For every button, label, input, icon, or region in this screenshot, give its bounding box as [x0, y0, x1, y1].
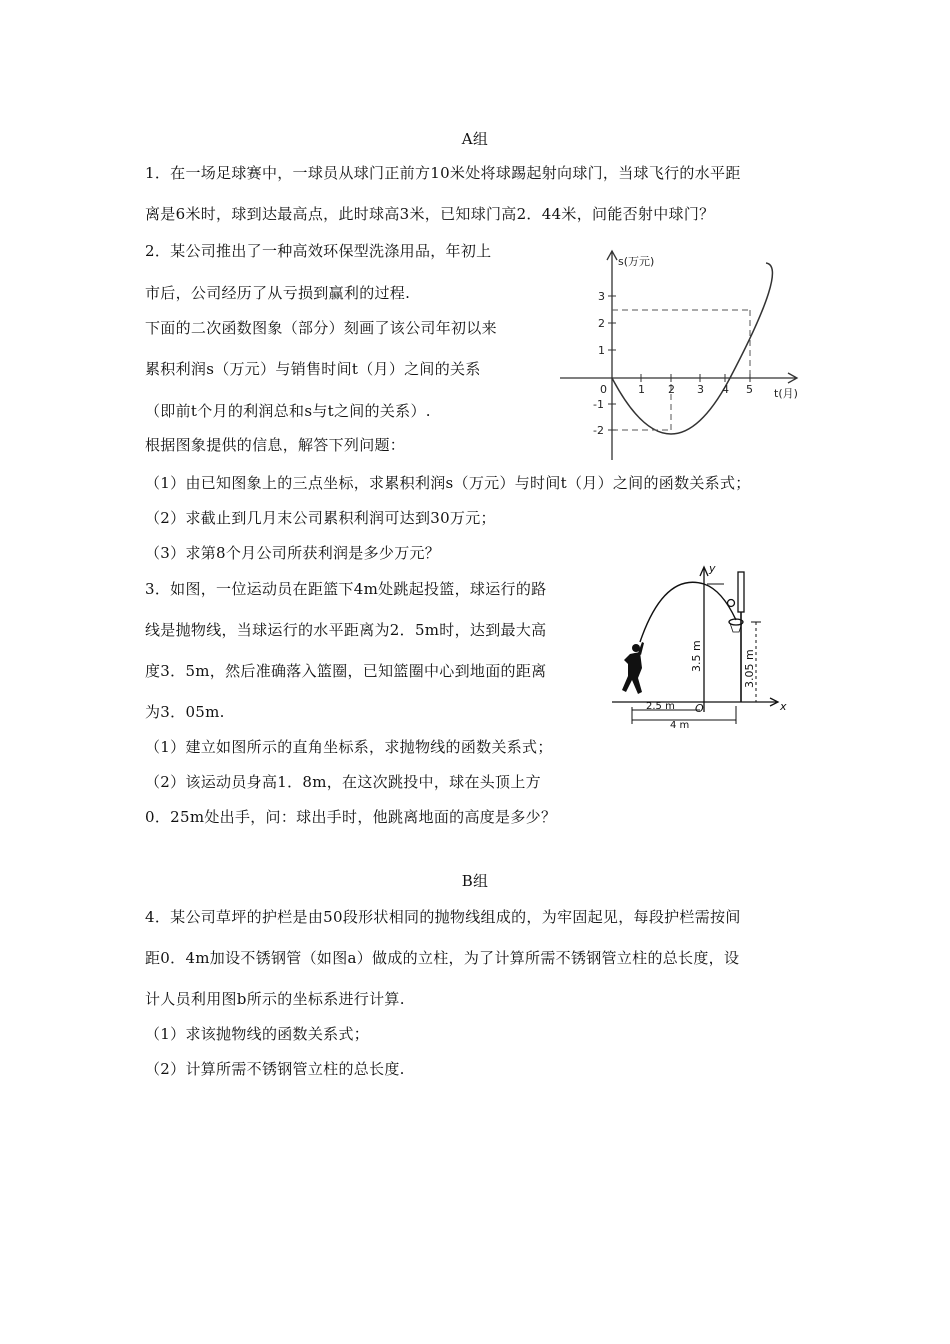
bb-dist-short: 2.5 m: [646, 701, 675, 712]
q4-sub1: （1）求该抛物线的函数关系式；: [145, 1025, 370, 1043]
graph-x-label-4: 4: [722, 383, 729, 396]
bb-height-label: 3.5 m: [690, 640, 703, 672]
bb-ball-trajectory: [640, 582, 736, 642]
q3-line2: 线是抛物线，当球运行的水平距离为2．5m时，达到最大高: [145, 621, 547, 639]
graph-origin: 0: [600, 383, 607, 396]
q2-line6: 根据图象提供的信息，解答下列问题：: [145, 436, 406, 454]
bb-player-silhouette: [622, 642, 644, 694]
q4-line1: 4．某公司草坪的护栏是由50段形状相同的抛物线组成的，为牢固起见，每段护栏需按间: [145, 908, 741, 926]
graph-x-label-3: 3: [697, 383, 704, 396]
group-a-heading: A组: [461, 130, 489, 148]
q4-sub2: （2）计算所需不锈钢管立柱的总长度.: [145, 1060, 405, 1078]
q3-sub2: （2）该运动员身高1．8m，在这次跳投中，球在头顶上方: [145, 773, 541, 791]
q2-sub3: （3）求第8个月公司所获利润是多少万元？: [145, 544, 441, 562]
bb-backboard: [738, 572, 744, 612]
q2-line3: 下面的二次函数图象（部分）刻画了该公司年初以来: [145, 319, 497, 337]
basketball-figure: [612, 560, 792, 730]
graph-y-label-m2: -2: [593, 424, 604, 437]
q1-line2: 离是6米时，球到达最高点，此时球高3米，已知球门高2．44米，问能否射中球门？: [145, 205, 715, 223]
graph-x-label-2: 2: [668, 383, 675, 396]
q2-line5: （即前t个月的利润总和s与t之间的关系）.: [145, 402, 431, 420]
graph-x-label-5: 5: [746, 383, 753, 396]
graph-y-label-2: 2: [598, 317, 605, 330]
q4-line2: 距0．4m加设不锈钢管（如图a）做成的立柱，为了计算所需不锈钢管立柱的总长度，设: [145, 949, 740, 967]
q3-line4: 为3．05m.: [145, 703, 225, 721]
q2-line1: 2．某公司推出了一种高效环保型洗涤用品，年初上: [145, 242, 492, 260]
q3-line3: 度3．5m，然后准确落入篮圈，已知篮圈中心到地面的距离: [145, 662, 547, 680]
graph-y-label-3: 3: [598, 290, 605, 303]
graph-y-label-m1: -1: [593, 398, 604, 411]
q2-sub2: （2）求截止到几月末公司累积利润可达到30万元；: [145, 509, 496, 527]
graph-y-unit: s(万元): [618, 255, 655, 268]
q2-line2: 市后，公司经历了从亏损到赢利的过程.: [145, 284, 411, 302]
graph-parabola-curve: [612, 263, 772, 434]
q2-line4: 累积利润s（万元）与销售时间t（月）之间的关系: [145, 360, 481, 378]
bb-x-label: x: [780, 700, 787, 713]
graph-x-label-1: 1: [638, 383, 645, 396]
bb-dist-long: 4 m: [670, 720, 690, 730]
graph-x-unit: t(月): [774, 387, 798, 400]
bb-ball: [728, 600, 735, 607]
bb-y-label: y: [709, 562, 716, 575]
q1-line1: 1．在一场足球赛中，一球员从球门正前方10米处将球踢起射向球门，当球飞行的水平距: [145, 164, 741, 182]
q4-line3: 计人员利用图b所示的坐标系进行计算.: [145, 990, 405, 1008]
bb-hoop-label: 3.05 m: [743, 649, 756, 688]
graph-y-label-1: 1: [598, 344, 605, 357]
group-b-heading: B组: [461, 872, 489, 890]
q3-sub1: （1）建立如图所示的直角坐标系，求抛物线的函数关系式；: [145, 738, 553, 756]
profit-graph: [560, 245, 806, 465]
q3-sub3: 0．25m处出手，问：球出手时，他跳离地面的高度是多少？: [145, 808, 557, 826]
bb-origin: O: [695, 702, 704, 715]
q3-line1: 3．如图，一位运动员在距篮下4m处跳起投篮，球运行的路: [145, 580, 547, 598]
q2-sub1: （1）由已知图象上的三点坐标，求累积利润s（万元）与时间t（月）之间的函数关系式；: [145, 474, 751, 492]
